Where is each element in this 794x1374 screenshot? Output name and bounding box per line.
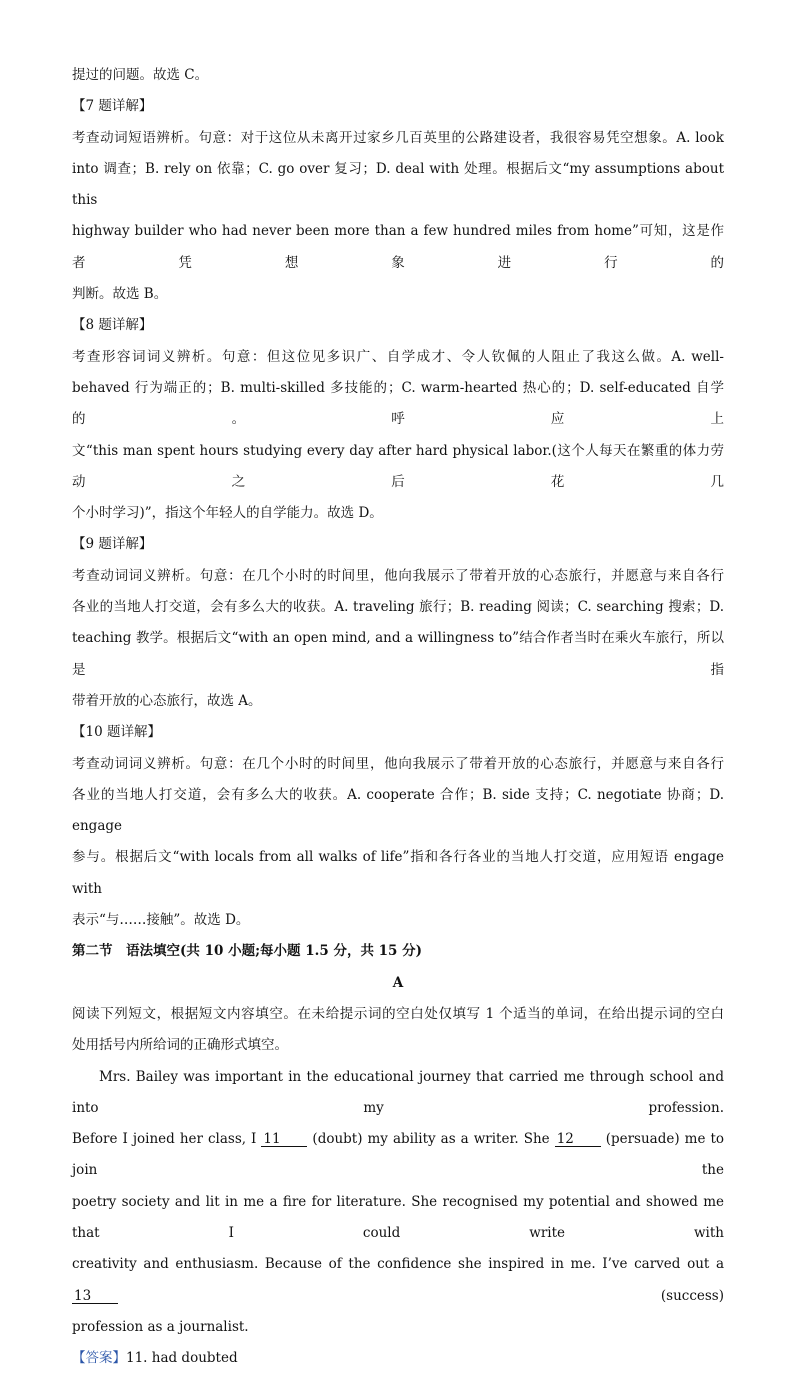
text-line: 参与。根据后文“with locals from all walks of life”指和各行各业的当地人打交道，应用短语 engage with	[72, 849, 724, 897]
text-line: 判断。故选 B。	[72, 286, 168, 303]
passage-line	[72, 1249, 724, 1312]
text-line: 个小时学习)”，指这个年轻人的自学能力。故选 D。	[72, 505, 383, 522]
section-heading: 第二节 语法填空(共 10 小题;每小题 1.5 分，共 15 分)	[72, 943, 423, 960]
answer-tag: 【答案】	[72, 1350, 126, 1367]
text-line: 表示“与……接触”。故选 D。	[72, 912, 250, 929]
passage-text: Before I joined her class, I	[72, 1131, 262, 1148]
text-line: 提过的问题。故选 C。	[72, 67, 209, 83]
blank-11: 11	[261, 1132, 307, 1147]
text-line: behaved 行为端正的；B. multi-skilled 多技能的；C. warm-hearted 热心的；D. self-educated 自学的。呼应上	[72, 379, 724, 428]
text-line: 考查动词词义辨析。句意：在几个小时的时间里，他向我展示了带着开放的心态旅行，并愿意与来自各行	[72, 755, 724, 772]
answer-line	[72, 1343, 724, 1374]
text-line: 各业的当地人打交道，会有多么大的收获。A. traveling 旅行；B. reading 阅读；C. searching 搜索；D.	[72, 599, 724, 616]
text-line: 考查动词短语辨析。句意：对于这位从未离开过家乡几百英里的公路建设者，我很容易凭空想象。A. look	[72, 129, 724, 146]
passage-line: profession as a journalist.	[72, 1318, 249, 1335]
heading-q9: 【9 题详解】	[72, 536, 153, 553]
text-line: 考查动词词义辨析。句意：在几个小时的时间里，他向我展示了带着开放的心态旅行，并愿意与来自各行	[72, 567, 724, 584]
passage-line: Mrs. Bailey was important in the educational journey that carried me through school and into my profession.	[72, 1068, 724, 1116]
passage-line: poetry society and lit in me a fire for literature. She recognised my potential and showed me that I could write with	[72, 1193, 724, 1241]
text-line: teaching 教学。根据后文“with an open mind, and a willingness to”结合作者当时在乘火车旅行，所以是指	[72, 630, 724, 678]
heading-q7: 【7 题详解】	[72, 98, 153, 115]
text-line: into 调查；B. rely on 依靠；C. go over 复习；D. deal with 处理。根据后文“my assumptions about this	[72, 160, 724, 209]
instruction-line: 处用括号内所给词的正确形式填空。	[72, 1037, 288, 1054]
heading-q10: 【10 题详解】	[72, 724, 161, 741]
part-label: A	[392, 974, 404, 991]
blank-13: 13	[72, 1289, 118, 1304]
answer-text: 11. had doubted	[126, 1350, 238, 1367]
text-line: 带着开放的心态旅行，故选 A。	[72, 692, 262, 709]
passage-text: (doubt) my ability as a writer. She	[307, 1131, 555, 1148]
passage-line	[72, 1124, 724, 1187]
instruction-line: 阅读下列短文，根据短文内容填空。在未给提示词的空白处仅填写 1 个适当的单词，在给出提示词的空白	[72, 1005, 724, 1022]
passage-text: (success)	[118, 1287, 724, 1304]
text-line: highway builder who had never been more than a few hundred miles from home”可知，这是作者凭想象进行的	[72, 223, 724, 271]
text-line: 各业的当地人打交道，会有多么大的收获。A. cooperate 合作；B. side 支持；C. negotiate 协商；D. engage	[72, 786, 724, 835]
blank-12: 12	[555, 1132, 601, 1147]
text-line: 考查形容词词义辨析。句意：但这位见多识广、自学成才、令人钦佩的人阻止了我这么做。A. well-	[72, 348, 724, 365]
passage-text: (persuade) me to join the	[72, 1131, 724, 1179]
text-line: 文“this man spent hours studying every day after hard physical labor.(这个人每天在繁重的体力劳动之后花几	[72, 442, 724, 490]
document-page	[72, 60, 724, 1374]
passage-text: creativity and enthusiasm. Because of the confidence she inspired in me. I’ve carved out a	[72, 1256, 724, 1273]
heading-q8: 【8 题详解】	[72, 317, 153, 334]
